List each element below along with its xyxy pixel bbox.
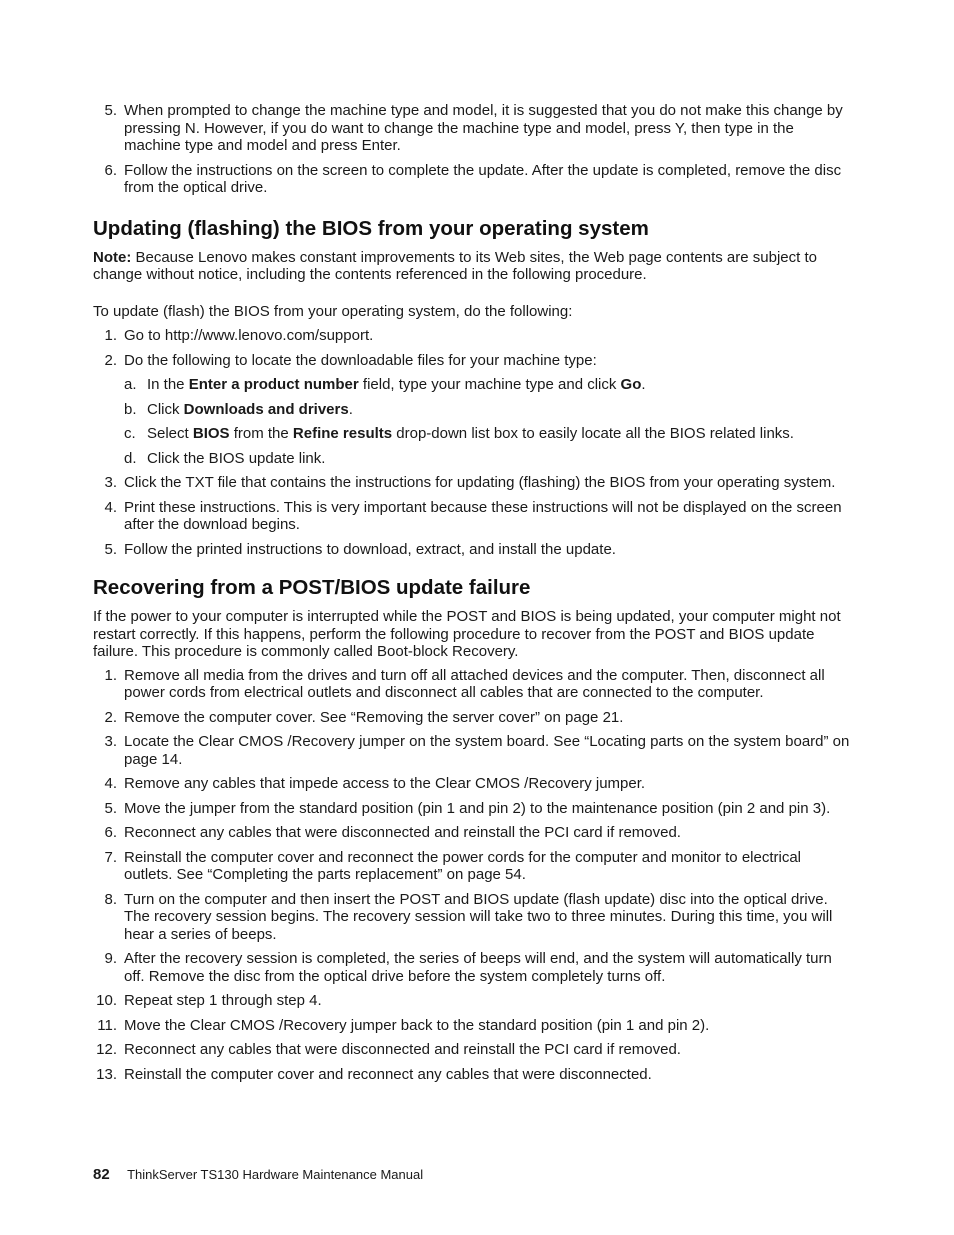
sub-step-text: Select BIOS from the Refine results drop-down list box to easily locate all the BIOS related links. <box>147 425 794 442</box>
step-number: 9. <box>104 950 117 967</box>
step-text: Move the Clear CMOS /Recovery jumper back to the standard position (pin 1 and pin 2). <box>124 1016 710 1034</box>
step-number: 1. <box>104 666 117 684</box>
bios-os-steps-list <box>93 327 853 558</box>
step-number: 5. <box>104 540 117 558</box>
step-text: Move the jumper from the standard position (pin 1 and pin 2) to the maintenance position (pin 2 and pin 3). <box>124 799 831 817</box>
sub-step-letter: c. <box>124 425 136 442</box>
step-number: 3. <box>104 733 117 750</box>
step-number: 13. <box>96 1065 117 1083</box>
manual-title: ThinkServer TS130 Hardware Maintenance Manual <box>127 1167 424 1182</box>
list-item <box>93 499 853 534</box>
list-item <box>93 891 853 944</box>
list-item <box>93 352 853 370</box>
step-text: Print these instructions. This is very important because these instructions will not be displayed on the screen after the download begins. <box>124 498 842 533</box>
step-text: Go to http://www.lenovo.com/support. <box>124 327 374 344</box>
list-item <box>93 709 853 727</box>
ui-term-product-number: Enter a product number <box>188 376 359 393</box>
list-item <box>93 474 853 492</box>
step-number: 6. <box>104 824 117 841</box>
list-item <box>93 950 853 985</box>
list-item <box>93 401 853 419</box>
ui-term-downloads: Downloads and drivers <box>183 400 349 418</box>
step-number: 2. <box>104 351 117 369</box>
intro-steps-list <box>93 102 853 197</box>
step-text: When prompted to change the machine type and model, it is suggested that you do not make this change by pressing N. However, if you do want to change the machine type and model, press Y, then type in the machine type and model and press Enter. <box>124 102 843 154</box>
step-number: 11. <box>97 1016 117 1034</box>
note-paragraph <box>93 249 853 284</box>
step-text: Reconnect any cables that were disconnected and reinstall the PCI card if removed. <box>124 1041 681 1058</box>
page-footer <box>93 1166 423 1184</box>
step-text: Repeat step 1 through step 4. <box>124 992 322 1009</box>
step-text: Remove all media from the drives and turn off all attached devices and the computer. Then, disconnect all power cords from electrical outlets and disconnect all cables that are connected to the computer. <box>124 666 825 701</box>
list-item <box>93 1041 853 1059</box>
step-text: Click the TXT file that contains the instructions for updating (flashing) the BIOS from your operating system. <box>124 474 836 491</box>
step-text: Follow the printed instructions to download, extract, and install the update. <box>124 540 616 558</box>
page-number: 82 <box>93 1166 110 1183</box>
sub-step-letter: d. <box>124 449 137 467</box>
step-number: 4. <box>104 498 117 516</box>
list-item <box>93 775 853 793</box>
list-item <box>93 824 853 842</box>
list-item <box>93 102 853 155</box>
note-text: Because Lenovo makes constant improvements to its Web sites, the Web page contents are subject to change without notice, including the contents referenced in the following procedure. <box>93 248 817 283</box>
step-text: Turn on the computer and then insert the POST and BIOS update (flash update) disc into the optical drive. The recovery session begins. The recovery session will take two to three minutes. During this time, you will hear a series of beeps. <box>124 890 833 943</box>
sub-step-text: Click Downloads and drivers. <box>147 400 353 418</box>
recovery-steps-list <box>93 667 853 1084</box>
list-item <box>93 667 853 702</box>
step-text: Reconnect any cables that were disconnected and reinstall the PCI card if removed. <box>124 824 681 841</box>
section-heading-bios-os: Updating (flashing) the BIOS from your operating system <box>93 216 649 240</box>
step-text: Remove the computer cover. See “Removing the server cover” on page 21. <box>124 708 624 726</box>
step-text: After the recovery session is completed, the series of beeps will end, and the system will automatically turn off. Remove the disc from the optical drive before the system completely turns off. <box>124 950 832 985</box>
note-label: Note: <box>93 248 132 266</box>
list-item <box>93 800 853 818</box>
sub-steps <box>93 376 853 467</box>
list-item <box>93 1066 853 1084</box>
sub-step-text: In the Enter a product number field, type your machine type and click Go. <box>147 376 646 393</box>
step-text: Do the following to locate the downloadable files for your machine type: <box>124 351 597 369</box>
step-number: 5. <box>104 102 117 119</box>
step-number: 5. <box>104 799 117 817</box>
section-heading-recovery: Recovering from a POST/BIOS update failure <box>93 576 531 599</box>
step-text: Reinstall the computer cover and reconnect the power cords for the computer and monitor to electrical outlets. See “Completing the parts replacement” on page 54. <box>124 848 802 883</box>
list-item <box>93 327 853 345</box>
sub-step-letter: b. <box>124 400 137 418</box>
step-number: 8. <box>104 890 117 908</box>
step-text: Reinstall the computer cover and reconnect any cables that were disconnected. <box>124 1065 652 1083</box>
step-number: 3. <box>104 474 117 491</box>
step-number: 10. <box>96 992 117 1009</box>
section1-intro: To update (flash) the BIOS from your operating system, do the following: <box>93 302 573 320</box>
step-number: 4. <box>104 775 117 792</box>
step-number: 1. <box>104 327 117 344</box>
page-content <box>93 102 853 1090</box>
list-item <box>93 541 853 559</box>
ui-term-go: Go <box>620 376 642 393</box>
step-number: 2. <box>104 708 117 726</box>
ui-term-refine-results: Refine results <box>292 425 393 442</box>
list-item <box>93 376 853 394</box>
step-number: 7. <box>104 848 117 866</box>
ui-term-bios: BIOS <box>192 425 230 442</box>
list-item <box>93 450 853 468</box>
step-text: Locate the Clear CMOS /Recovery jumper on the system board. See “Locating parts on the system board” on page 14. <box>124 733 850 768</box>
step-number: 12. <box>96 1041 117 1058</box>
sub-step-letter: a. <box>124 376 137 393</box>
sub-steps-list <box>93 376 853 467</box>
list-item <box>93 849 853 884</box>
sub-step-text: Click the BIOS update link. <box>147 449 326 467</box>
list-item <box>93 1017 853 1035</box>
list-item <box>93 992 853 1010</box>
list-item <box>93 733 853 768</box>
list-item <box>93 425 853 443</box>
step-number: 6. <box>104 161 117 179</box>
step-text: Remove any cables that impede access to the Clear CMOS /Recovery jumper. <box>124 775 646 792</box>
list-item <box>93 162 853 197</box>
step-text: Follow the instructions on the screen to complete the update. After the update is completed, remove the disc from the optical drive. <box>124 161 842 196</box>
section2-intro: If the power to your computer is interrupted while the POST and BIOS is being updated, your computer might not restart correctly. If this happens, perform the following procedure to recover from the POST and BIOS update failure. This procedure is commonly called Boot-block Recovery. <box>93 608 841 660</box>
